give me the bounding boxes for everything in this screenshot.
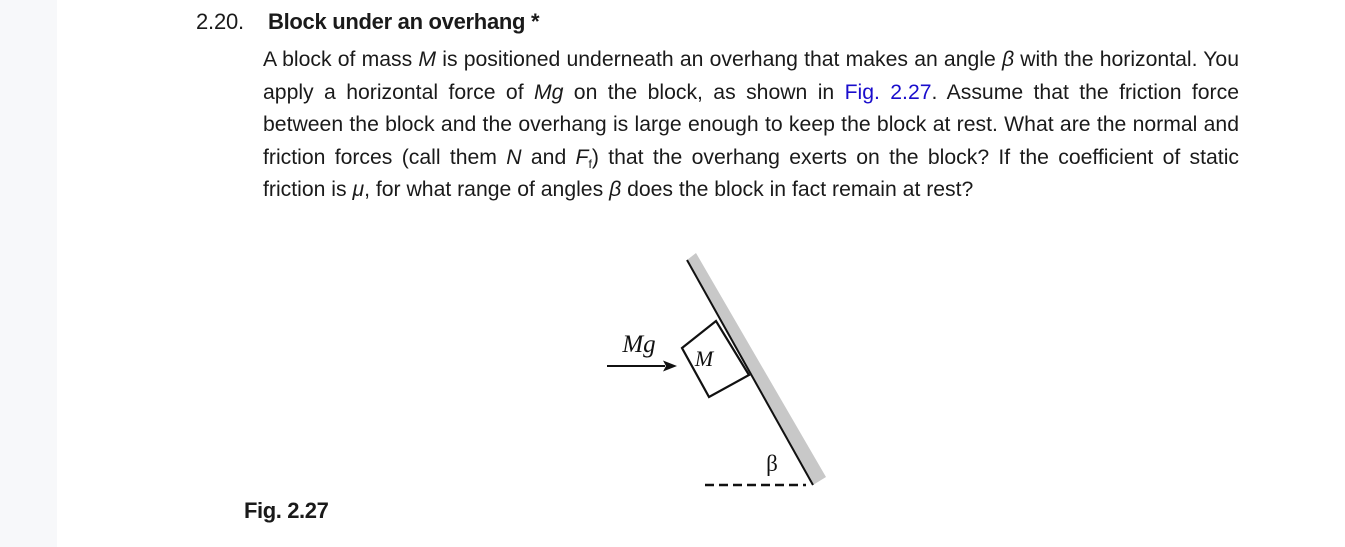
problem-number: 2.20. [196, 9, 244, 34]
friction-force-symbol: F [575, 145, 589, 169]
force-arrow-head [663, 361, 677, 372]
angle-symbol: β [1001, 48, 1015, 71]
normal-force-symbol: N [506, 145, 522, 169]
overhang-figure [600, 245, 840, 490]
figure-link[interactable]: Fig. 2.27 [844, 80, 932, 104]
force-label: Mg [622, 331, 656, 358]
figure-caption: Fig. 2.27 [244, 498, 329, 523]
angle-label: β [766, 451, 778, 476]
force-symbol: Mg [533, 80, 564, 104]
angle-symbol-2: β [609, 178, 622, 202]
left-gutter [0, 0, 57, 547]
mass-symbol: M [418, 48, 437, 71]
block-label: M [694, 346, 714, 371]
problem-title: Block under an overhang * [268, 9, 540, 34]
problem-statement: A block of mass M is positioned underneath an overhang that makes an angle β with the horizontal. You apply a horizontal force of Mg on the block, as shown in Fig. 2.27. Assume that the friction force between the block and the overhang is large enough to keep the block at rest. What are the normal and friction forces (call them N and $F_f$) that the overhang exerts on the block? If the coefficient of static friction is μ, for what range of angles β does the block in fact remain at rest? [263, 48, 1239, 202]
friction-subscript: f [588, 156, 592, 171]
mu-symbol: μ [352, 178, 365, 202]
